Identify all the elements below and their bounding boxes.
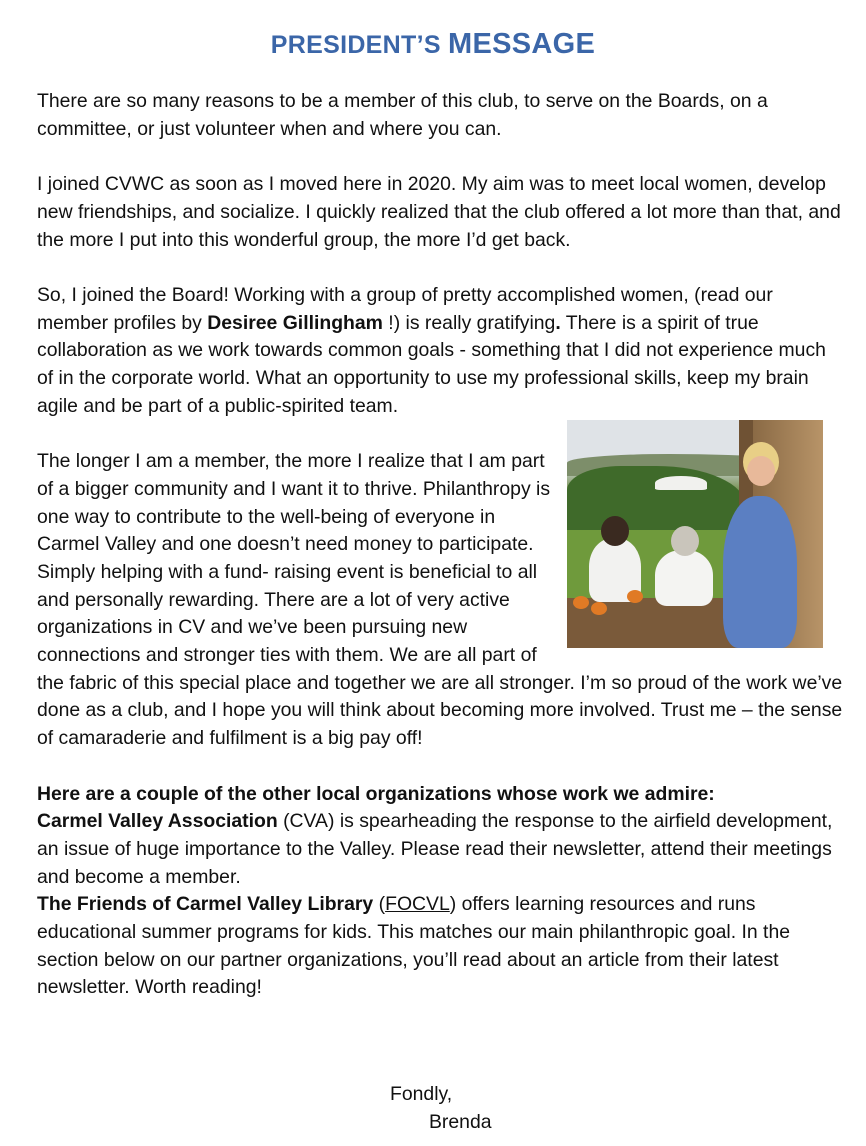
focvl-description: ) offers learning resources and runs educational summer programs for kids. This matches our main philanthropic goal. In the section below on our partner organizations, you’ll read about an article from their latest newsletter. Worth reading! bbox=[37, 893, 791, 999]
title-part-2: MESSAGE bbox=[448, 28, 596, 60]
paragraph-3-period: . bbox=[555, 311, 561, 334]
paragraph-3 bbox=[37, 282, 843, 421]
cva-description: (CVA) is spearheading the response to the airfield development, an issue of huge importance to the Valley. Please read their newsletter, attend their meetings and become a member. bbox=[37, 810, 833, 888]
three-women-photo bbox=[567, 420, 823, 648]
page-title bbox=[0, 28, 866, 61]
focvl-link[interactable]: FOCVL bbox=[385, 893, 450, 916]
focvl-name: The Friends of Carmel Valley Library bbox=[37, 893, 374, 916]
organizations-heading: Here are a couple of the other local organizations whose work we admire: bbox=[37, 782, 715, 805]
cva-name: Carmel Valley Association bbox=[37, 810, 278, 833]
member-profile-author: Desiree Gillingham bbox=[207, 311, 383, 334]
paragraph-3-c: There is a spirit of true collaboration as we work towards common goals - something that I did not experience much of in the corporate world. What an opportunity to use my professional skills, keep my brain agile and be part of a public-spirited team. bbox=[37, 311, 826, 417]
message-body bbox=[37, 88, 843, 1002]
organizations-section bbox=[37, 781, 843, 1003]
paragraph-3-b: !) is really gratifying bbox=[382, 311, 556, 334]
paragraph-1: There are so many reasons to be a member of this club, to serve on the Boards, on a committee, or just volunteer when and where you can. bbox=[37, 90, 768, 140]
paragraph-2: I joined CVWC as soon as I moved here in 2020. My aim was to meet local women, develop new friendships, and socialize. I quickly realized that the club offered a lot more than that, and the more I put into this wonderful group, the more I’d get back. bbox=[37, 173, 841, 251]
paragraph-3-a: So, I joined the Board! Working with a group of pretty accomplished women, (read our member profiles by bbox=[37, 283, 773, 334]
paragraph-4: The longer I am a member, the more I realize that I am part of a bigger community and I want it to thrive. Philanthropy is one way to contribute to the well-being of everyone in Carmel Valley and one doesn’t need money to participate. Simply helping with a fund- raising event is beneficial to all and personally rewarding. There are a lot of very active organizations in CV and we’ve been pursuing new connections and stronger ties with them. We are all part of the fabric of this special place and together we are all stronger. I’m so proud of the work we’ve done as a club, and I hope you will think about becoming more involved. Trust me – the sense of camaraderie and fulfilment is a big pay off! bbox=[37, 450, 843, 750]
signoff-name: Brenda bbox=[429, 1111, 492, 1133]
focvl-open-paren: ( bbox=[373, 893, 386, 916]
signoff-closing: Fondly, bbox=[390, 1083, 453, 1105]
title-part-1: PRESIDENT’S bbox=[270, 31, 449, 59]
